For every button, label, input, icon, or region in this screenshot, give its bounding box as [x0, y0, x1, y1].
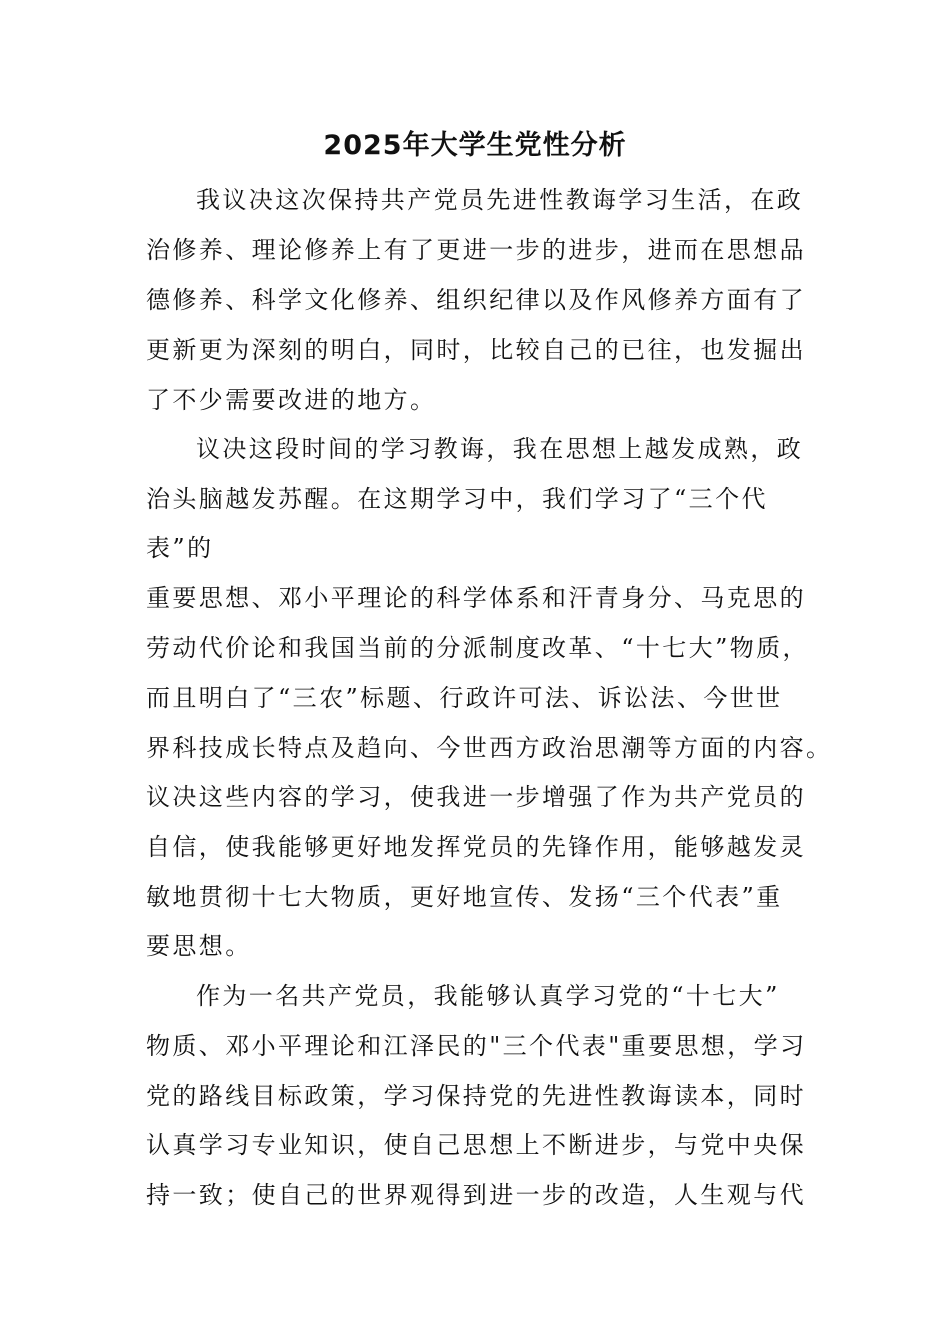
- text-line: 物质、邓小平理论和江泽民的"三个代表"重要思想，学习: [146, 1032, 807, 1060]
- text-line: 议决这些内容的学习，使我进一步增强了作为共产党员的: [146, 783, 806, 811]
- text-line: 持一致；使自己的世界观得到进一步的改造，人生观与代: [146, 1181, 806, 1209]
- text-line: 重要思想、邓小平理论的科学体系和汗青身分、马克思的: [146, 584, 806, 612]
- text-line: 了不少需要改进的地方。: [146, 386, 437, 414]
- text-line: 界科技成长特点及趋向、今世西方政治思潮等方面的内容。: [146, 734, 833, 762]
- text-line: 而且明白了“三农”标题、行政许可法、诉讼法、今世世: [146, 684, 783, 712]
- text-line: 党的路线目标政策，学习保持党的先进性教诲读本，同时: [146, 1082, 806, 1110]
- text-line: 更新更为深刻的明白，同时，比较自己的已往，也发掘出: [146, 336, 806, 364]
- text-line: 劳动代价论和我国当前的分派制度改革、“十七大”物质，: [146, 634, 809, 662]
- document-title: 2025年大学生党性分析: [323, 130, 627, 161]
- text-line: 德修养、科学文化修养、组织纪律以及作风修养方面有了: [146, 286, 806, 314]
- text-line: 治修养、理论修养上有了更进一步的进步，进而在思想品: [146, 236, 806, 264]
- text-line: 要思想。: [146, 932, 252, 960]
- text-line: 治头脑越发苏醒。在这期学习中，我们学习了“三个代: [146, 485, 768, 513]
- text-line: 作为一名共产党员，我能够认真学习党的“十七大”: [196, 982, 780, 1010]
- text-line: 敏地贯彻十七大物质，更好地宣传、发扬“三个代表”重: [146, 883, 783, 911]
- text-line: 认真学习专业知识，使自己思想上不断进步，与党中央保: [146, 1131, 806, 1159]
- text-line: 议决这段时间的学习教诲，我在思想上越发成熟，政: [196, 435, 804, 463]
- text-line: 表”的: [146, 534, 214, 562]
- text-line: 自信，使我能够更好地发挥党员的先锋作用，能够越发灵: [146, 833, 806, 861]
- text-line: 我议决这次保持共产党员先进性教诲学习生活，在政: [196, 186, 804, 214]
